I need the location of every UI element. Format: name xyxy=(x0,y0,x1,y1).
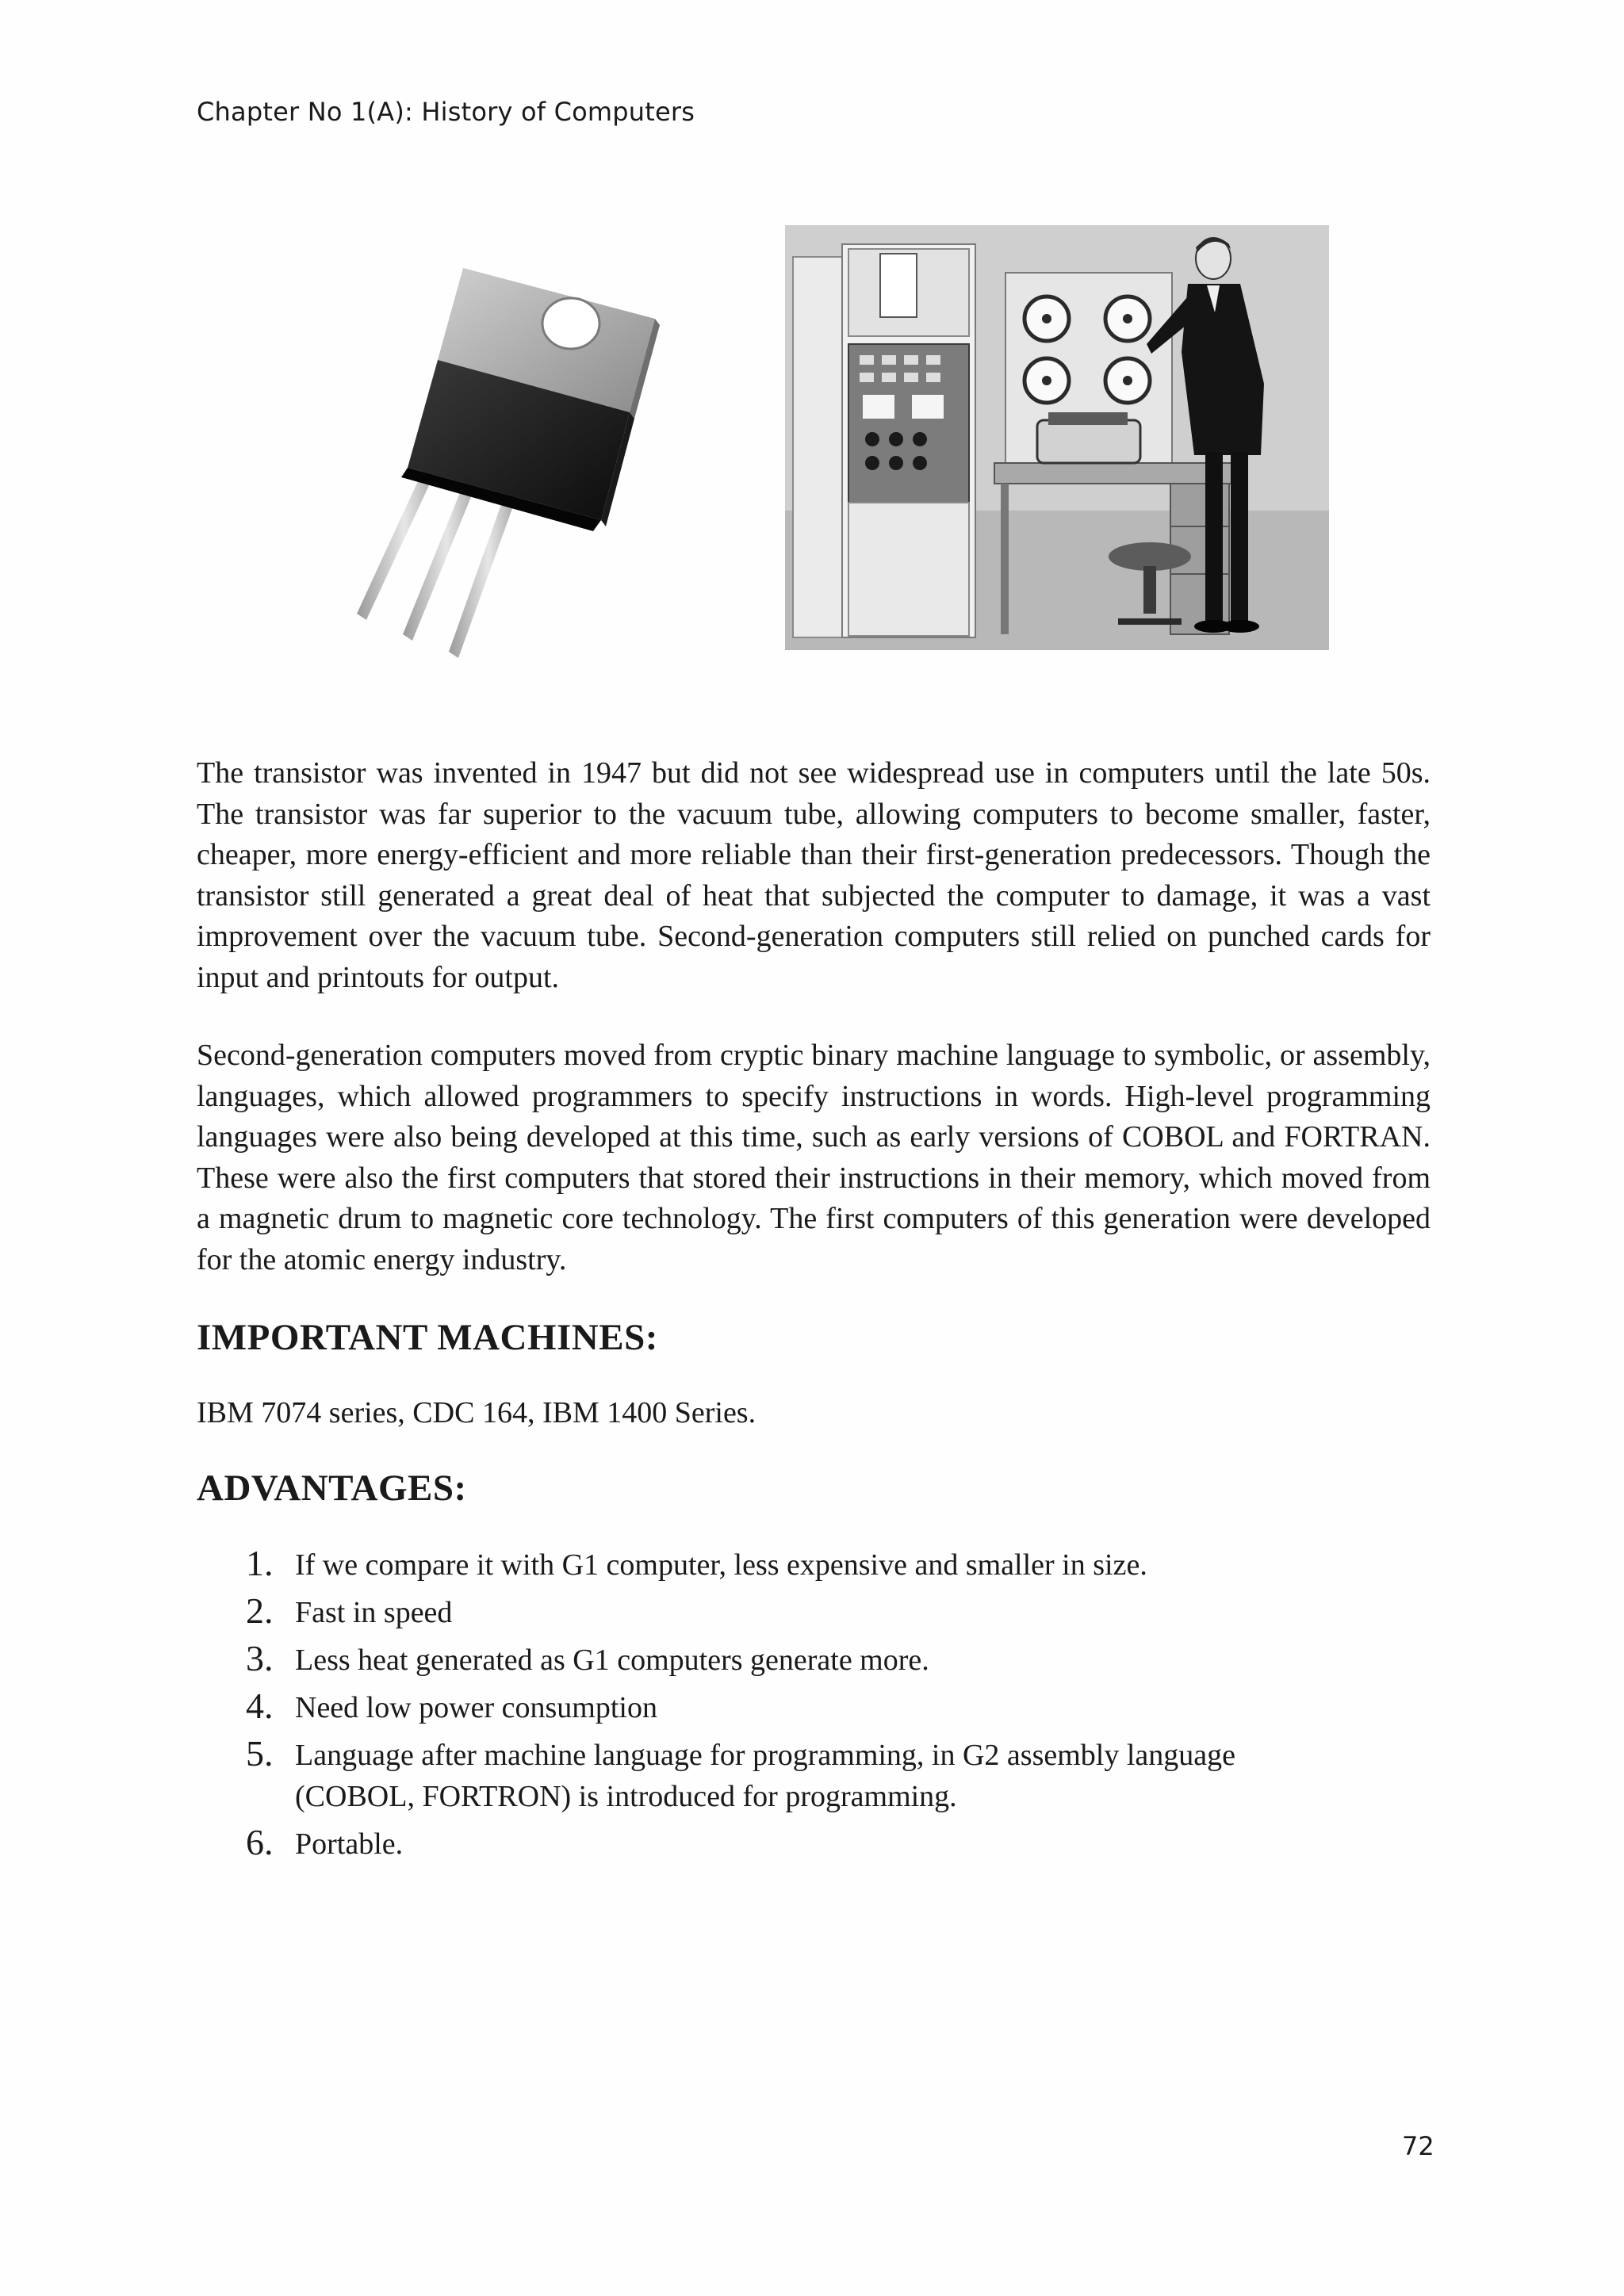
body-paragraph-languages: Second-generation computers moved from cryptic binary machine language to symbolic, or assembly, languages, which allowed programmers to specify instructions in words. High-level programming languages were also being developed at this time, such as early versions of COBOL and FORTRAN. These were also the first computers that stored their instructions in their memory, which moved from a magnetic drum to magnetic core technology. The first computers of this generation were developed for the atomic energy industry. xyxy=(197,1039,1431,1276)
list-item xyxy=(246,1687,1356,1728)
list-item xyxy=(246,1544,1356,1586)
list-item-number: 3. xyxy=(246,1638,274,1678)
list-item-number: 5. xyxy=(246,1733,274,1774)
list-item-number: 6. xyxy=(246,1822,274,1862)
advantages-list xyxy=(246,1544,1356,1871)
running-header: Chapter No 1(A): History of Computers xyxy=(197,97,695,127)
list-item-number: 1. xyxy=(246,1543,274,1583)
advantages-heading: ADVANTAGES: xyxy=(197,1468,467,1509)
list-item xyxy=(246,1823,1356,1865)
list-item-text: Portable. xyxy=(295,1827,404,1861)
list-item-number: 2. xyxy=(246,1590,274,1631)
list-item-text: Less heat generated as G1 computers generate more. xyxy=(295,1644,929,1677)
list-item-text: If we compare it with G1 computer, less expensive and smaller in size. xyxy=(295,1548,1147,1582)
list-item-text: Fast in speed xyxy=(295,1596,453,1629)
second-generation-computer-photo-icon xyxy=(785,225,1329,650)
list-item xyxy=(246,1735,1356,1817)
page-number: 72 xyxy=(1402,2131,1434,2161)
list-item-text: Need low power consumption xyxy=(295,1691,657,1724)
important-machines-heading: IMPORTANT MACHINES: xyxy=(197,1317,658,1358)
body-paragraph-transistor: The transistor was invented in 1947 but did not see widespread use in computers until the late 50s. The transistor was far superior to the vacuum tube, allowing computers to become smaller, faster, cheaper, more energy-efficient and more reliable than their first-generation predecessors. Though the transistor still generated a great deal of heat that subjected the computer to damage, it was a vast improvement over the vacuum tube. Second-generation computers still relied on punched cards for input and printouts for output. xyxy=(197,756,1431,994)
list-item-number: 4. xyxy=(246,1686,274,1726)
list-item xyxy=(246,1592,1356,1633)
transistor-photo-icon xyxy=(339,262,672,658)
important-machines-text: IBM 7074 series, CDC 164, IBM 1400 Series. xyxy=(197,1396,756,1429)
list-item xyxy=(246,1640,1356,1681)
list-item-text: Language after machine language for programming, in G2 assembly language (COBOL, FORTRON) is introduced for programming. xyxy=(295,1739,1236,1813)
